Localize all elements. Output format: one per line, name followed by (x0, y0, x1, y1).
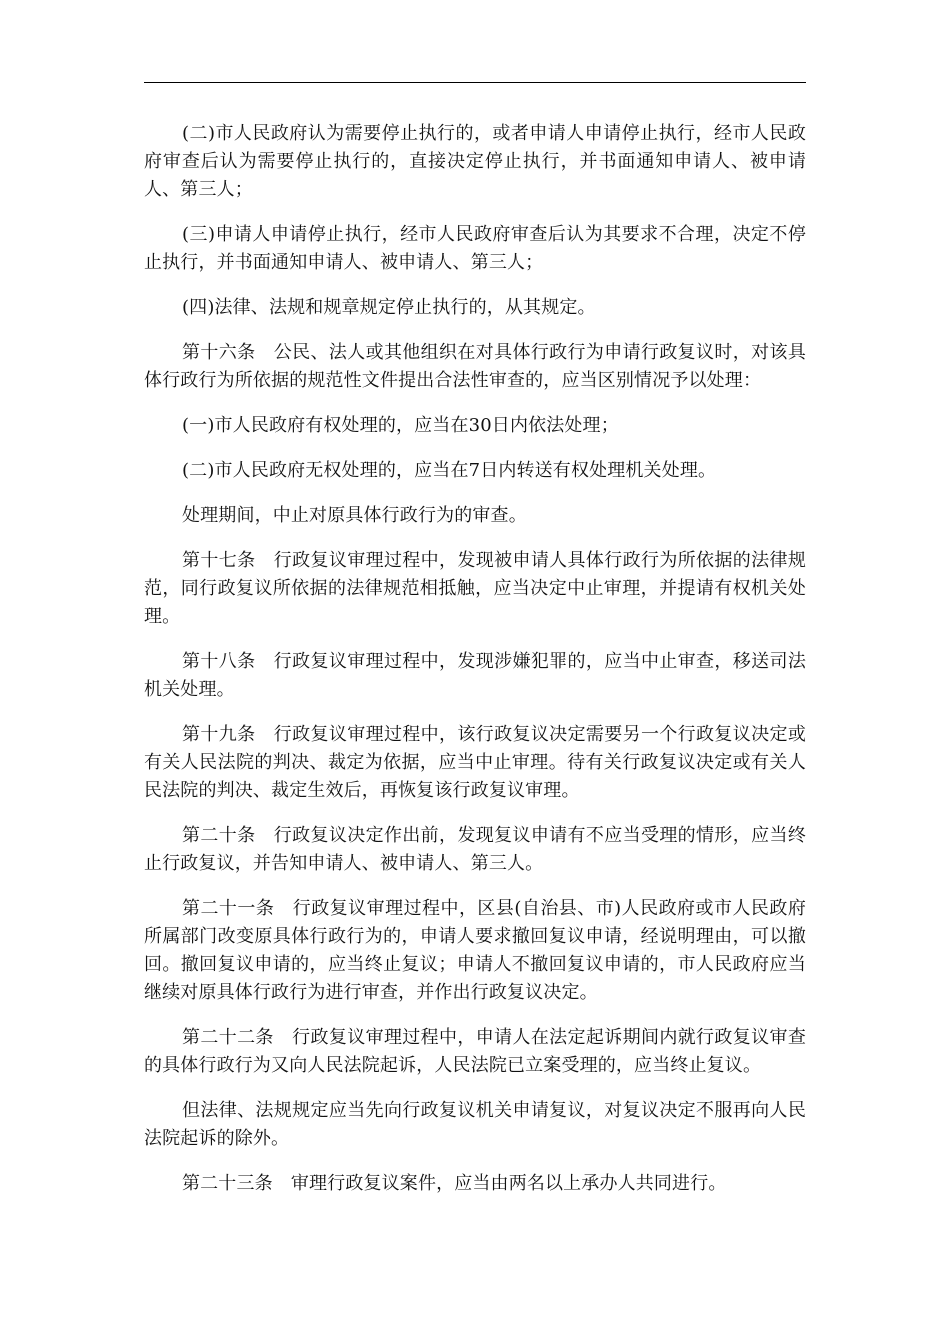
paragraph: (一)市人民政府有权处理的，应当在30日内依法处理； (182, 415, 619, 436)
paragraph: 第二十三条 审理行政复议案件，应当由两名以上承办人共同进行。 (182, 1173, 727, 1194)
document-body (144, 120, 806, 1215)
paragraph: 第十八条 行政复议审理过程中，发现涉嫌犯罪的，应当中止审查，移送司法机关处理。 (144, 651, 806, 700)
paragraph: (四)法律、法规和规章规定停止执行的，从其规定。 (182, 297, 596, 318)
paragraph: 第二十条 行政复议决定作出前，发现复议申请有不应当受理的情形，应当终止行政复议，并告知申请人、被申请人、第三人。 (144, 825, 806, 874)
paragraph: 第十七条 行政复议审理过程中，发现被申请人具体行政行为所依据的法律规范，同行政复议所依据的法律规范相抵触，应当决定中止审理，并提请有权机关处理。 (144, 550, 806, 627)
paragraph: 第十六条 公民、法人或其他组织在对具体行政行为申请行政复议时，对该具体行政行为所依据的规范性文件提出合法性审查的，应当区别情况予以处理： (144, 342, 806, 391)
paragraph: 第十九条 行政复议审理过程中，该行政复议决定需要另一个行政复议决定或有关人民法院的判决、裁定为依据，应当中止审理。待有关行政复议决定或有关人民法院的判决、裁定生效后，再恢复该行政复议审理。 (144, 724, 806, 801)
paragraph: 处理期间，中止对原具体行政行为的审查。 (182, 505, 527, 526)
paragraph: 第二十二条 行政复议审理过程中，申请人在法定起诉期间内就行政复议审查的具体行政行为又向人民法院起诉，人民法院已立案受理的，应当终止复议。 (144, 1027, 806, 1076)
paragraph: (二)市人民政府认为需要停止执行的，或者申请人申请停止执行，经市人民政府审查后认为需要停止执行的，直接决定停止执行，并书面通知申请人、被申请人、第三人； (144, 123, 806, 200)
paragraph: (三)申请人申请停止执行，经市人民政府审查后认为其要求不合理，决定不停止执行，并书面通知申请人、被申请人、第三人； (144, 224, 806, 273)
paragraph: 第二十一条 行政复议审理过程中，区县(自治县、市)人民政府或市人民政府所属部门改变原具体行政行为的，申请人要求撤回复议申请，经说明理由，可以撤回。撤回复议申请的，应当终止复议；申请人不撤回复议申请的，市人民政府应当继续对原具体行政行为进行审查，并作出行政复议决定。 (144, 898, 806, 1003)
paragraph: 但法律、法规规定应当先向行政复议机关申请复议，对复议决定不服再向人民法院起诉的除外。 (144, 1100, 806, 1149)
header-rule (144, 82, 806, 83)
paragraph: (二)市人民政府无权处理的，应当在7日内转送有权处理机关处理。 (182, 460, 717, 481)
